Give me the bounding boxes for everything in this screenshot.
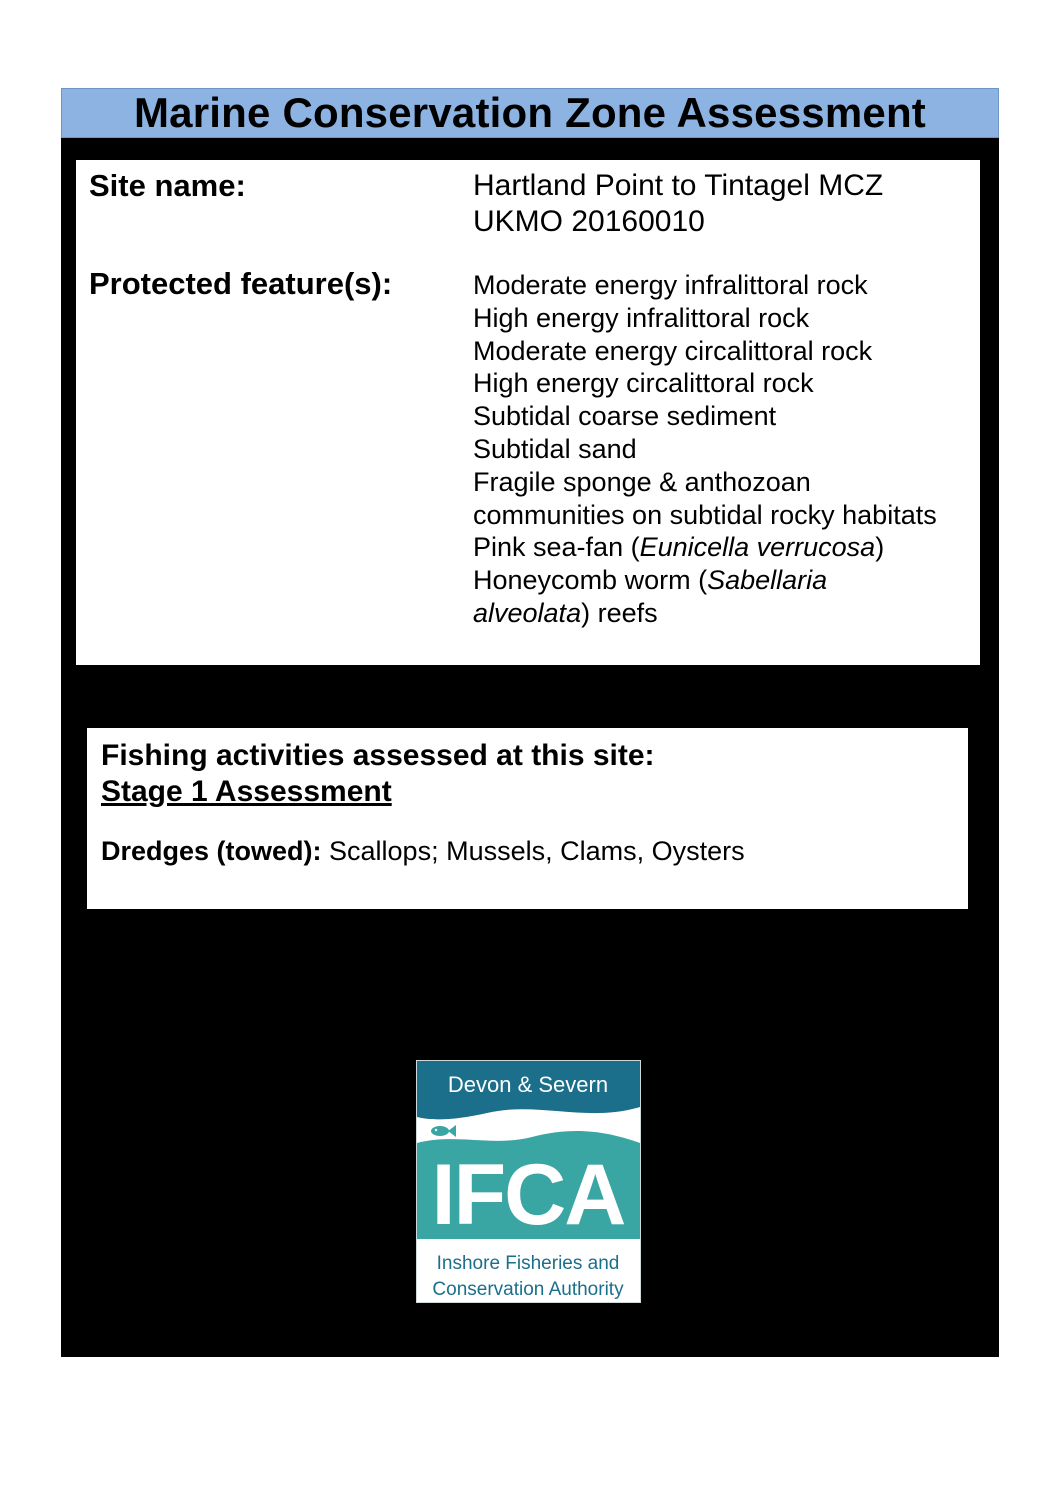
logo-main-text: IFCA bbox=[431, 1147, 625, 1243]
features-label: Protected feature(s): bbox=[89, 266, 393, 301]
site-code-value: UKMO 20160010 bbox=[473, 205, 705, 238]
site-details-box bbox=[76, 160, 980, 665]
ifca-logo bbox=[416, 1060, 641, 1303]
list-item bbox=[473, 531, 937, 564]
assessment-frame bbox=[61, 88, 999, 1357]
site-name-value: Hartland Point to Tintagel MCZ bbox=[473, 169, 884, 202]
list-item: communities on subtidal rocky habitats bbox=[473, 499, 937, 530]
stage-heading: Stage 1 Assessment bbox=[101, 775, 392, 808]
honeycomb-species: alveolata bbox=[473, 597, 582, 628]
logo-top-text: Devon & Severn bbox=[447, 1072, 609, 1097]
list-item: Moderate energy circalittoral rock bbox=[473, 335, 873, 366]
list-item bbox=[473, 597, 937, 630]
list-item: High energy infralittoral rock bbox=[473, 302, 810, 333]
list-item: High energy circalittoral rock bbox=[473, 368, 814, 399]
ifca-logo-graphic bbox=[417, 1061, 640, 1302]
fishing-heading bbox=[101, 738, 655, 810]
logo-line-1: Inshore Fisheries and bbox=[436, 1253, 620, 1274]
pink-sea-fan-suffix: ) bbox=[875, 532, 885, 563]
gear-line bbox=[101, 835, 745, 867]
list-item: Subtidal sand bbox=[473, 433, 637, 464]
honeycomb-prefix: Honeycomb worm ( bbox=[473, 565, 708, 596]
page-title: Marine Conservation Zone Assessment bbox=[134, 89, 926, 136]
list-item: Moderate energy infralittoral rock bbox=[473, 270, 868, 300]
logo-line-2: Conservation Authority bbox=[432, 1279, 624, 1300]
honeycomb-suffix: ) reefs bbox=[581, 597, 658, 628]
title-bar bbox=[61, 88, 999, 138]
gear-value: Scallops; Mussels, Clams, Oysters bbox=[321, 836, 745, 866]
pink-sea-fan-prefix: Pink sea-fan ( bbox=[473, 532, 640, 563]
fishing-heading-text: Fishing activities assessed at this site: bbox=[101, 739, 655, 772]
list-item: Fragile sponge & anthozoan bbox=[473, 466, 811, 497]
site-name-label: Site name: bbox=[89, 168, 246, 203]
list-item: Subtidal coarse sediment bbox=[473, 401, 777, 432]
gear-label: Dredges (towed): bbox=[101, 836, 322, 866]
fishing-activities-box bbox=[87, 728, 968, 909]
list-item bbox=[473, 564, 937, 597]
pink-sea-fan-species: Eunicella verrucosa bbox=[639, 532, 876, 563]
fish-icon bbox=[431, 1125, 456, 1137]
honeycomb-genus: Sabellaria bbox=[707, 565, 828, 596]
features-list bbox=[473, 269, 937, 630]
